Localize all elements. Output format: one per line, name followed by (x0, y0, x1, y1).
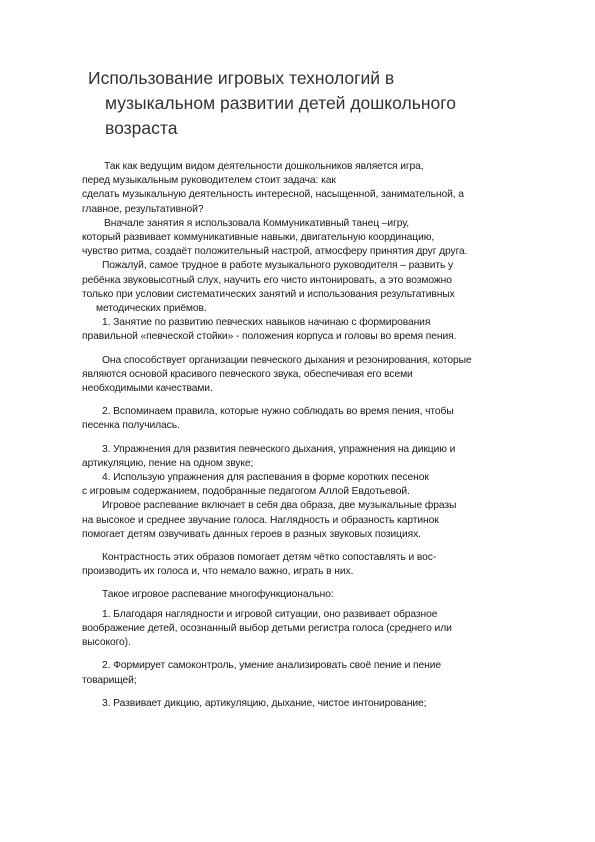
text-line: ребёнка звуковысотный слух, научить его чисто интонировать, а это возможно (82, 274, 452, 286)
text-line: являются основой красивого певческого звука, обеспечивая его всеми (82, 368, 413, 380)
text-line: с игровым содержанием, подобранные педагогом Аллой Евдотьевой. (82, 486, 410, 498)
paragraph-gap (82, 688, 552, 697)
text-line: 1. Благодаря наглядности и игровой ситуации, оно развивает образное (102, 608, 438, 620)
title-line: Использование игровых технологий в (88, 68, 395, 88)
text-line: который развивает коммуникативные навыки, двигательную координацию, (82, 232, 435, 244)
text-line: необходимыми качествами. (82, 383, 213, 395)
text-line: производить их голоса и, что немало важно, играть в них. (82, 566, 354, 578)
text-line: артикуляцию, пение на одном звуке; (82, 457, 254, 469)
text-line: перед музыкальным руководителем стоит задача: как (82, 175, 336, 187)
document-body (82, 160, 552, 711)
text-line: Вначале занятия я использовала Коммуникативный танец –игру, (104, 217, 410, 229)
document-title (88, 66, 528, 141)
text-line: высокого). (82, 637, 131, 649)
paragraph-gap (82, 579, 552, 588)
text-line: 1. Занятие по развитию певческих навыков начинаю с формирования (102, 317, 431, 329)
text-line: на высокое и среднее звучание голоса. Наглядность и образность картинок (82, 514, 439, 526)
text-line: главное, результативной? (82, 203, 204, 215)
text-line: 2. Вспоминаем правила, которые нужно соблюдать во время пения, чтобы (102, 406, 454, 418)
paragraph-gap (82, 345, 552, 354)
title-line: музыкальном развитии детей дошкольного (105, 93, 456, 113)
paragraph-gap (82, 650, 552, 659)
text-line: Такое игровое распевание многофункционально: (102, 589, 334, 601)
text-line: товарищей; (82, 674, 137, 686)
paragraph-gap (82, 434, 552, 443)
title-line: возраста (105, 118, 178, 138)
text-line: 3. Упражнения для развития певческого дыхания, упражнения на дикцию и (102, 443, 456, 455)
text-line: Контрастность этих образов помогает детям чётко сопоставлять и вос- (102, 552, 437, 564)
text-line: песенка получилась. (82, 420, 180, 432)
text-line: методических приёмов. (96, 303, 207, 315)
text-line: 3. Развивает дикцию, артикуляцию, дыхание, чистое интонирование; (102, 697, 427, 709)
text-line: Игровое распевание включает в себя два образа, две музыкальные фразы (102, 500, 457, 512)
text-line: Пожалуй, самое трудное в работе музыкального руководителя – развить у (102, 260, 454, 272)
text-line: сделать музыкальную деятельность интересной, насыщенной, занимательной, а (82, 189, 464, 201)
paragraph-gap (82, 542, 552, 551)
text-line: Так как ведущим видом деятельности дошкольников является игра, (104, 161, 424, 172)
text-line: 2. Формирует самоконтроль, умение анализировать своё пение и пение (102, 660, 442, 672)
text-line: помогает детям озвучивать данных героев в разных звуковых позициях. (82, 528, 421, 540)
text-line: правильной «певческой стойки» - положения корпуса и головы во время пения. (82, 331, 457, 343)
paragraph-gap (82, 396, 552, 405)
text-line: воображение детей, осознанный выбор детьми регистра голоса (среднего или (82, 622, 452, 634)
text-line: чувство ритма, создаёт положительный настрой, атмосферу принятия друг друга. (82, 246, 468, 258)
text-line: 4. Использую упражнения для распевания в форме коротких песенок (102, 472, 429, 484)
text-line: только при условии систематических занятий и использования результативных (82, 288, 455, 300)
text-line: Она способствует организации певческого дыхания и резонирования, которые (102, 354, 472, 366)
